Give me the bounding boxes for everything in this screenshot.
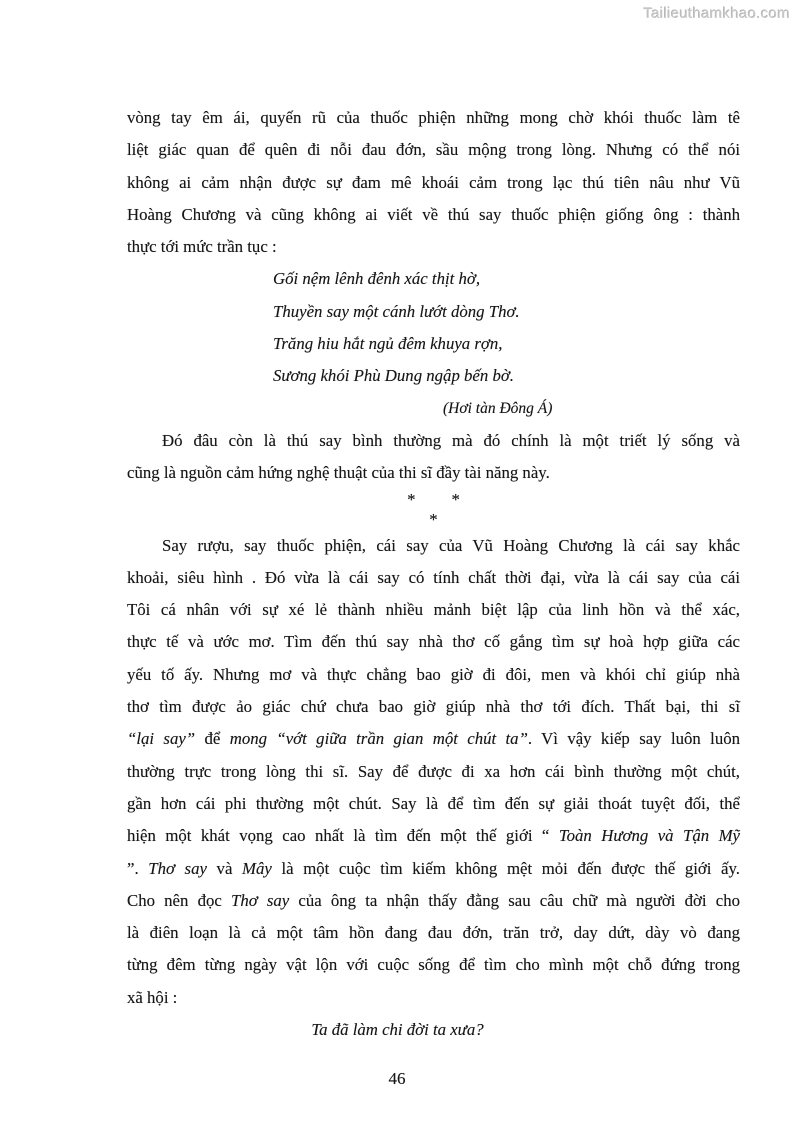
body-line [127, 885, 740, 917]
poem-attribution [443, 393, 740, 425]
text-segment: (Hơi tàn Đông Á) [443, 399, 553, 417]
text-segment: Cho nên đọc [127, 890, 231, 910]
page-number: 46 [388, 1069, 406, 1088]
text-segment: Thơ say [148, 858, 207, 878]
body-line [127, 167, 740, 199]
body-line [127, 820, 740, 852]
body-line [127, 594, 740, 626]
text-segment: Đó đâu còn là thú say bình thường mà đó chính là một triết lý sống và [162, 430, 740, 450]
watermark-text: Tailieuthamkhao.com [643, 5, 790, 22]
text-segment: thực tới mức trần tục : [127, 237, 277, 257]
text-segment: không ai cảm nhận được sự đam mê khoái cảm trong lạc thú tiên nâu như Vũ [127, 172, 740, 192]
text-segment: Gối nệm lênh đênh xác thịt hờ, [273, 269, 481, 289]
body-line [127, 530, 740, 562]
text-segment: . Vì vậy kiếp say luôn luôn [527, 729, 740, 749]
poem-line [273, 296, 740, 328]
text-segment: thường trực trong lòng thi sĩ. Say để được đi xa hơn cái bình thường một chút, [127, 761, 740, 781]
section-divider-stars [127, 510, 740, 530]
text-segment: xã hội : [127, 987, 178, 1007]
text-segment: ”. [127, 858, 149, 878]
text-segment: Trăng hiu hắt ngủ đêm khuya rợn, [273, 334, 503, 354]
text-segment: Tôi cá nhân với sự xé lẻ thành nhiều mảnh biệt lập của linh hồn và thể xác, [127, 600, 740, 620]
text-segment: Toàn Hương và Tận Mỹ [558, 826, 740, 846]
text-segment: để [195, 729, 230, 749]
text-segment: yếu tố ấy. Nhưng mơ và thực chẳng bao giờ đi đôi, men và khói chỉ giúp nhà [127, 664, 740, 684]
body-line [127, 231, 740, 263]
text-segment: Thơ say [231, 890, 290, 910]
text-segment: từng đêm từng ngày vật lộn với cuộc sống để tìm cho mình một chỗ đứng trong [127, 955, 740, 975]
text-segment: gần hơn cái phi thường một chút. Say là để tìm đến sự giải thoát tuyệt đối, thể [127, 793, 740, 813]
text-segment: mong “vớt giữa trần gian một chút ta” [229, 729, 528, 749]
text-segment: * [407, 489, 416, 509]
body-line [127, 134, 740, 166]
section-divider-stars [127, 490, 740, 510]
text-segment: * [451, 489, 460, 509]
text-segment: Hoàng Chương và cũng không ai viết về thú say thuốc phiện giống ông : thành [127, 204, 740, 224]
text-segment: “lại say” [127, 729, 196, 749]
text-segment: Mây [242, 858, 272, 878]
body-line [127, 982, 740, 1014]
body-line [127, 102, 740, 134]
text-segment: thơ tìm được ảo giác chứ chưa bao giờ giúp nhà thơ tới đích. Thất bại, thi sĩ [127, 697, 740, 717]
text-segment: vòng tay êm ái, quyến rũ của thuốc phiện những mong chờ khói thuốc làm tê [127, 108, 740, 127]
body-line [127, 562, 740, 594]
text-segment: Sương khói Phù Dung ngập bến bờ. [273, 366, 515, 386]
text-segment: của ông ta nhận thấy đằng sau câu chữ mà người đời cho [289, 890, 740, 910]
body-line [127, 949, 740, 981]
text-segment: liệt giác quan để quên đi nỗi đau đớn, sầu mộng trong lòng. Nhưng có thể nói [127, 140, 740, 160]
verse-quote-line [127, 1014, 668, 1046]
text-segment: là một cuộc tìm kiếm không mệt mỏi đến được thế giới ấy. [271, 858, 740, 878]
body-line [127, 917, 740, 949]
body-line [127, 659, 740, 691]
body-line [127, 691, 740, 723]
text-segment: Say rượu, say thuốc phiện, cái say của Vũ Hoàng Chương là cái say khắc [162, 535, 740, 555]
page-text-content [127, 102, 740, 1046]
body-line [127, 723, 740, 755]
body-line [127, 199, 740, 231]
body-line [127, 626, 740, 658]
poem-line [273, 328, 740, 360]
text-segment: hiện một khát vọng cao nhất là tìm đến một thế giới “ [127, 826, 559, 846]
body-line [127, 457, 740, 489]
poem-line [273, 360, 740, 392]
body-line [127, 756, 740, 788]
body-line [127, 853, 740, 885]
body-line [127, 425, 740, 457]
text-segment: * [429, 509, 438, 529]
poem-line [273, 263, 740, 295]
text-segment: thực tế và ước mơ. Tìm đến thú say nhà thơ cố gắng tìm sự hoà hợp giữa các [127, 632, 740, 652]
text-segment: và [206, 858, 243, 878]
text-segment: cũng là nguồn cảm hứng nghệ thuật của thi sĩ đầy tài năng này. [127, 463, 550, 483]
text-segment: Ta đã làm chi đời ta xưa? [311, 1020, 484, 1040]
text-segment: là điên loạn là cả một tâm hồn đang đau đớn, trăn trở, day dứt, dày vò đang [127, 923, 740, 943]
text-segment: Thuyền say một cánh lướt dòng Thơ. [273, 301, 520, 321]
text-segment: khoải, siêu hình . Đó vừa là cái say có tính chất thời đại, vừa là cái say của cái [127, 567, 740, 587]
body-line [127, 788, 740, 820]
